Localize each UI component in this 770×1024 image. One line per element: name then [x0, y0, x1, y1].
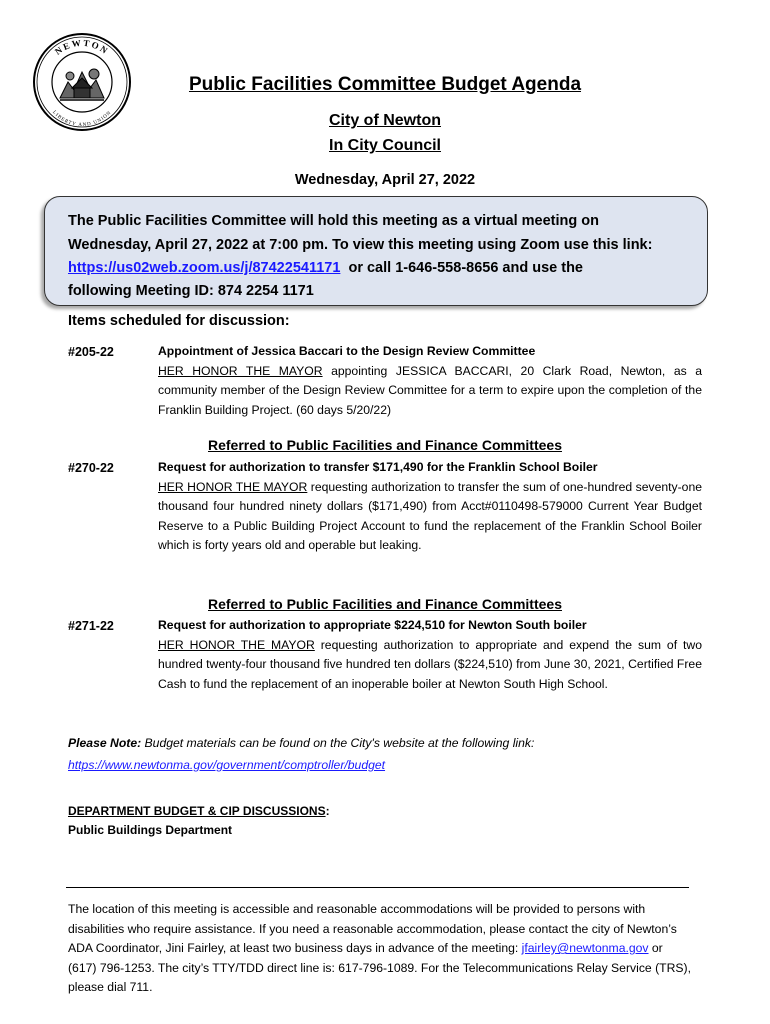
notice-line-1: The Public Facilities Committee will hold this meeting as a virtual meeting on	[68, 213, 599, 229]
item-heading: Request for authorization to transfer $171,490 for the Franklin School Boiler	[158, 460, 598, 474]
item-body	[158, 362, 702, 421]
notice-line-4: following Meeting ID: 874 2254 1171	[68, 283, 314, 299]
notice-phone-text: or call 1-646-558-8656 and use the	[340, 260, 583, 276]
item-sponsor: HER HONOR THE MAYOR	[158, 479, 308, 494]
item-description: appointing JESSICA BACCARI, 20 Clark Road, Newton, as a community member of the Design Review Committee for a term to expire upon the completion of the Franklin Building Project. (60 days 5/20/22)	[158, 363, 702, 417]
budget-link[interactable]: https://www.newtonma.gov/government/comptroller/budget	[68, 758, 386, 772]
item-sponsor: HER HONOR THE MAYOR	[158, 637, 315, 652]
department-heading: DEPARTMENT BUDGET & CIP DISCUSSIONS	[68, 804, 326, 818]
item-number: #271-22	[68, 619, 114, 633]
department-name: Public Buildings Department	[68, 823, 233, 837]
item-description: requesting authorization to transfer the sum of one-hundred seventy-one thousand four hundred ninety dollars ($171,490) from Acct#0110498-579000 Current Year Budget Reserve to a Public Building Project Account to fund the replacement of the Franklin School Boiler which is forty years old and operable but leaking.	[158, 479, 702, 552]
item-body	[158, 636, 702, 695]
svg-text:NEWTON: NEWTON	[53, 37, 111, 57]
notice-line-3	[68, 260, 583, 276]
department-heading-colon: :	[325, 804, 330, 818]
council-name: In City Council	[329, 137, 441, 154]
footer-text: The location of this meeting is accessible and reasonable accommodations will be provided to persons with disabilities who require assistance. If you need a reasonable accommodation, please contact the city of Newton’s ADA Coordinator, Jini Fairley, at least two business days in advance of the meeting:	[68, 902, 677, 955]
referral-heading: Referred to Public Facilities and Finance Committees	[208, 596, 562, 612]
agenda-item	[158, 458, 702, 556]
item-body	[158, 478, 702, 556]
notice-line-2: Wednesday, April 27, 2022 at 7:00 pm. To view this meeting using Zoom use this link:	[68, 237, 653, 253]
note-text: Budget materials can be found on the City's website at the following link:	[141, 736, 535, 750]
accessibility-footer	[68, 900, 694, 998]
meeting-date: Wednesday, April 27, 2022	[294, 172, 476, 188]
svg-text:LIBERTY AND UNION: LIBERTY AND UNION	[51, 110, 113, 129]
city-name: City of Newton	[329, 112, 441, 129]
agenda-item	[158, 342, 702, 420]
item-description: requesting authorization to appropriate and expend the sum of two hundred twenty-four thousand five hundred ten dollars ($224,510) from June 30, 2021, Certified Free Cash to fund the replacement of an inoperable boiler at Newton South High School.	[158, 637, 702, 691]
item-heading: Appointment of Jessica Baccari to the Design Review Committee	[158, 344, 536, 358]
item-sponsor: HER HONOR THE MAYOR	[158, 363, 323, 378]
footer-text-end: or (617) 796-1253. The city’s TTY/TDD direct line is: 617-796-1089. For the Telecommunications Relay Service (TRS), please dial 711.	[68, 941, 691, 994]
zoom-link[interactable]: https://us02web.zoom.us/j/87422541171	[68, 260, 341, 276]
item-number: #270-22	[68, 461, 114, 475]
ada-email-link[interactable]: jfairley@newtonma.gov	[521, 941, 649, 955]
footer-divider	[66, 887, 689, 888]
department-section	[68, 802, 330, 840]
item-heading: Request for authorization to appropriate $224,510 for Newton South boiler	[158, 618, 587, 632]
note-label: Please Note:	[68, 736, 142, 750]
page-title: Public Facilities Committee Budget Agenda	[188, 74, 582, 95]
referral-heading: Referred to Public Facilities and Finance Committees	[208, 437, 562, 453]
agenda-item	[158, 616, 702, 694]
items-heading: Items scheduled for discussion:	[68, 313, 290, 329]
item-number: #205-22	[68, 345, 114, 359]
budget-note	[68, 732, 708, 776]
